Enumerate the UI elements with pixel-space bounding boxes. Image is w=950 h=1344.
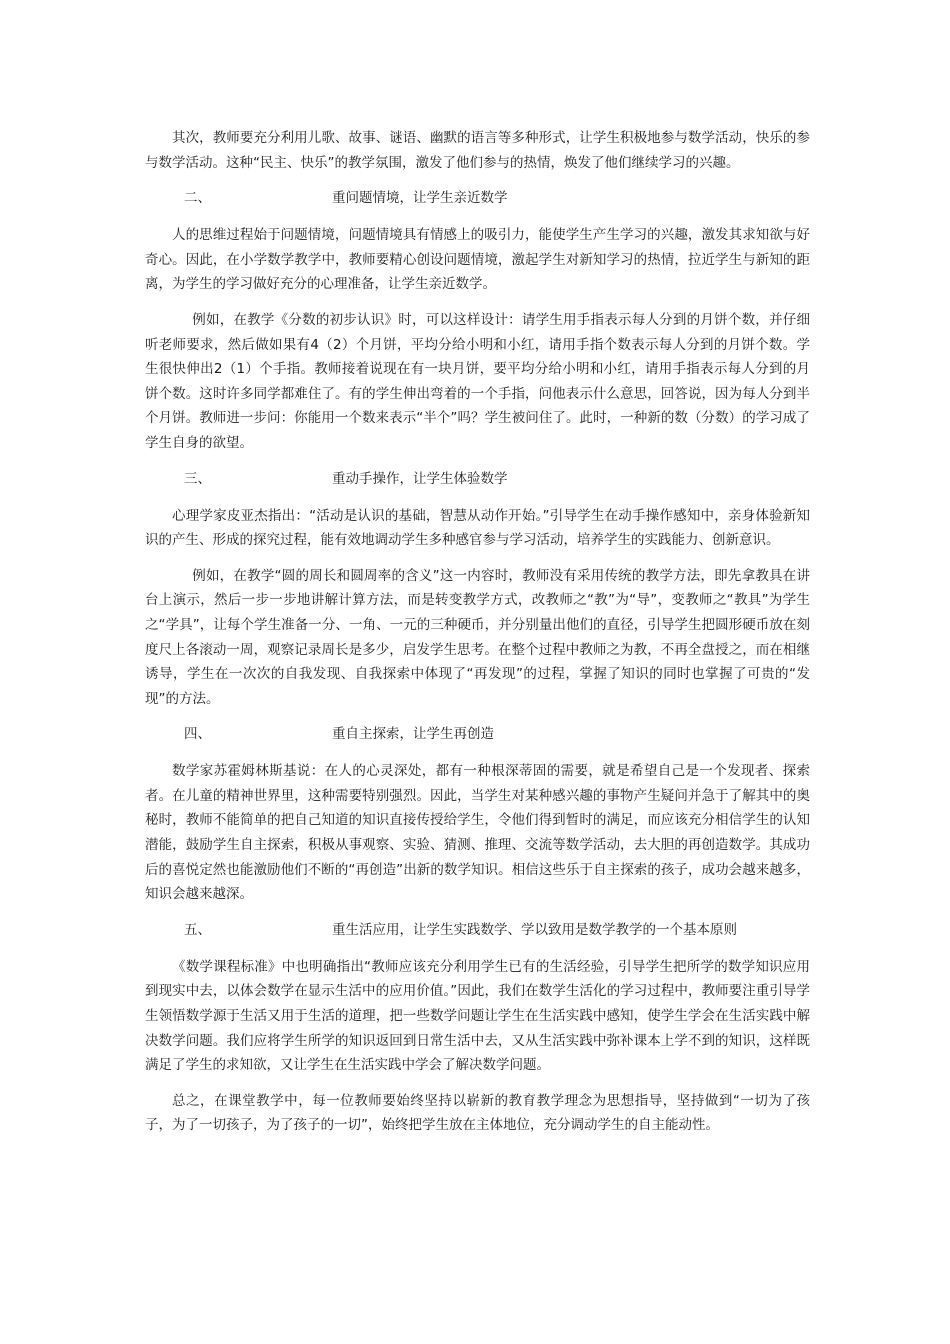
section-heading-4	[145, 722, 810, 746]
paragraph-life-application: 《数学课程标准》中也明确指出“教师应该充分利用学生已有的生活经验，引导学生把所学的数学知识应用到现实中去，以体会数学在显示生活中的应用价值。”因此，我们在数学生活化的学习过程中，教师要注重引导学生领悟数学源于生活又用于生活的道理，把一些数学问题让学生在生活实践中感知，使学生学会在生活实践中解决数学问题。我们应将学生所学的知识返回到日常生活中去，又从生活实践中弥补课本上学不到的知识，这样既满足了学生的求知欲，又让学生在生活实践中学会了解决数学问题。	[145, 958, 810, 1074]
section-number: 五、	[184, 921, 211, 938]
paragraph-circle-example: 例如，在教学“圆的周长和圆周率的含义”这一内容时，教师没有采用传统的教学方法，即先拿教具在讲台上演示，然后一步一步地讲解计算方法，而是转变教学方式，改教师之“教”为“导”，变教师之“教具”为学生之“学具”，让每个学生准备一分、一角、一元的三种硬币，并分别量出他们的直径，引导学生把圆形硬币放在刻度尺上各滚动一周，观察记录周长是多少，启发学生思考。在整个过程中教师之为教，不再全盘授之，而在相继诱导，学生在一次次的自我发现、自我探索中体现了“再发现”的过程，掌握了知识的同时也掌握了可贵的“发现”的方法。	[145, 567, 810, 707]
section-heading-3	[145, 467, 810, 491]
paragraph-intro: 其次，教师要充分利用儿歌、故事、谜语、幽默的语言等多种形式，让学生积极地参与数学活动，快乐的参与数学活动。这种“民主、快乐”的教学氛围，激发了他们参与的热情，焕发了他们继续学习的兴趣。	[145, 130, 810, 171]
paragraph-self-exploration: 数学家苏霍姆林斯基说：在人的心灵深处，都有一种根深蒂固的需要，就是希望自己是一个发现者、探索者。在儿童的精神世界里，这种需要特别强烈。因此，当学生对某种感兴趣的事物产生疑问并急于了解其中的奥秘时，教师不能简单的把自己知道的知识直接传授给学生，令他们得到暂时的满足，而应该充分相信学生的认知潜能，鼓励学生自主探索，积极从事观察、实验、猜测、推理、交流等数学活动，去大胆的再创造数学。其成功后的喜悦定然也能激励他们不断的“再创造”出新的数学知识。相信这些乐于自主探索的孩子，成功会越来越多，知识会越来越深。	[145, 763, 810, 903]
document-page	[145, 126, 810, 1149]
paragraph-conclusion: 总之，在课堂教学中，每一位教师要始终坚持以崭新的教育教学理念为思想指导，坚持做到“一切为了孩子，为了一切孩子，为了孩子的一切”，始终把学生放在主体地位，充分调动学生的自主能动性。	[145, 1092, 810, 1134]
section-number: 四、	[184, 726, 211, 743]
section-title: 重生活应用，让学生实践数学、学以致用是数学教学的一个基本原则	[332, 921, 737, 938]
section-title: 重自主探索，让学生再创造	[332, 726, 494, 743]
section-number: 三、	[184, 470, 211, 487]
section-title: 重问题情境，让学生亲近数学	[332, 190, 508, 207]
paragraph-fraction-example: 例如，在教学《分数的初步认识》时，可以这样设计：请学生用手指表示每人分到的月饼个数，并仔细听老师要求，然后做如果有4（2）个月饼，平均分给小明和小红，请用手指个数表示每人分到的月饼个数。学生很快伸出2（1）个手指。教师接着说现在有一块月饼，要平均分给小明和小红，请用手指表示每人分到的月饼个数。这时许多同学都难住了。有的学生伸出弯着的一个手指，问他表示什么意思，回答说，因为每人分到半个月饼。教师进一步问：你能用一个数来表示“半个”吗？学生被问住了。此时，一种新的数（分数）的学习成了学生自身的欲望。	[145, 311, 810, 451]
section-title: 重动手操作，让学生体验数学	[332, 470, 508, 487]
section-heading-2	[145, 186, 810, 210]
paragraph-problem-situation: 人的思维过程始于问题情境，问题情境具有情感上的吸引力，能使学生产生学习的兴趣，激发其求知欲与好奇心。因此，在小学数学教学中，教师要精心创设问题情境，激起学生对新知学习的热情，拉近学生与新知的距离，为学生的学习做好充分的心理准备，让学生亲近数学。	[145, 227, 810, 293]
section-heading-5	[145, 918, 810, 942]
section-number: 二、	[184, 190, 211, 207]
paragraph-hands-on: 心理学家皮亚杰指出：“活动是认识的基础，智慧从动作开始。”引导学生在动手操作感知中，亲身体验新知识的产生、形成的探究过程，能有效地调动学生多种感官参与学习活动，培养学生的实践能力、创新意识。	[145, 507, 810, 549]
